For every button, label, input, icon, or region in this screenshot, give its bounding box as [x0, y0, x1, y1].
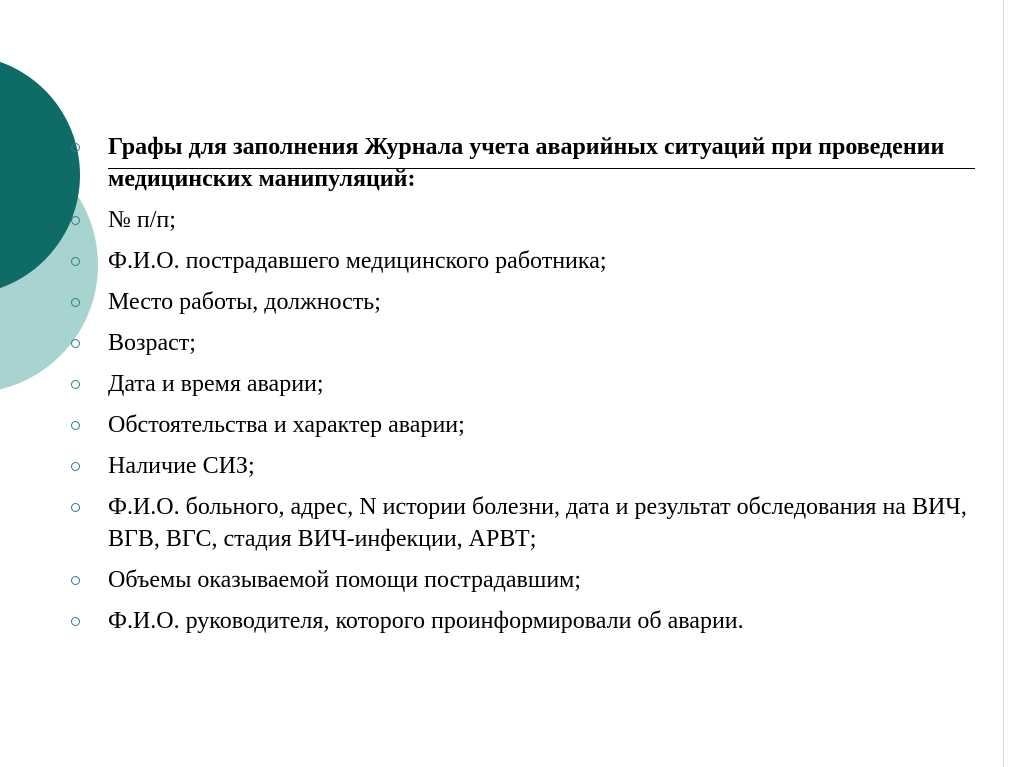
- list-item-text: Возраст;: [108, 330, 196, 356]
- list-heading: [70, 131, 975, 195]
- list-item: [70, 204, 975, 236]
- list-item: [70, 564, 975, 596]
- list-item: [70, 605, 975, 637]
- list-item-text: Наличие СИЗ;: [108, 453, 255, 479]
- list-item-text: Ф.И.О. руководителя, которого проинформировали об аварии.: [108, 608, 744, 634]
- bullet-icon: [71, 143, 80, 152]
- heading-text: Графы для заполнения Журнала учета аварийных ситуаций при проведении медицинских манипуляций:: [108, 134, 945, 192]
- bullet-icon: [71, 339, 80, 348]
- list-item: [70, 286, 975, 318]
- list-item-text: Ф.И.О. пострадавшего медицинского работника;: [108, 248, 607, 274]
- list-item-text: № п/п;: [108, 207, 176, 233]
- list-item-text: Ф.И.О. больного, адрес, N истории болезни, дата и результат обследования на ВИЧ, ВГВ, ВГС, стадия ВИЧ-инфекции, АРВТ;: [108, 494, 967, 552]
- list-item-text: Обстоятельства и характер аварии;: [108, 412, 465, 438]
- bullet-icon: [71, 462, 80, 471]
- bullet-icon: [71, 576, 80, 585]
- bullet-icon: [71, 380, 80, 389]
- list-item: [70, 245, 975, 277]
- list-item-text: Объемы оказываемой помощи пострадавшим;: [108, 567, 582, 593]
- bullet-icon: [71, 617, 80, 626]
- bullet-icon: [71, 298, 80, 307]
- bullet-icon: [71, 503, 80, 512]
- list-item: [70, 491, 975, 555]
- bullet-icon: [71, 216, 80, 225]
- bullet-list: [70, 131, 975, 646]
- bullet-icon: [71, 421, 80, 430]
- list-item: [70, 450, 975, 482]
- list-item: [70, 368, 975, 400]
- bullet-icon: [71, 257, 80, 266]
- list-item-text: Дата и время аварии;: [108, 371, 324, 397]
- list-item: [70, 409, 975, 441]
- slide-edge-line: [1003, 0, 1004, 767]
- list-item-text: Место работы, должность;: [108, 289, 381, 315]
- list-item: [70, 327, 975, 359]
